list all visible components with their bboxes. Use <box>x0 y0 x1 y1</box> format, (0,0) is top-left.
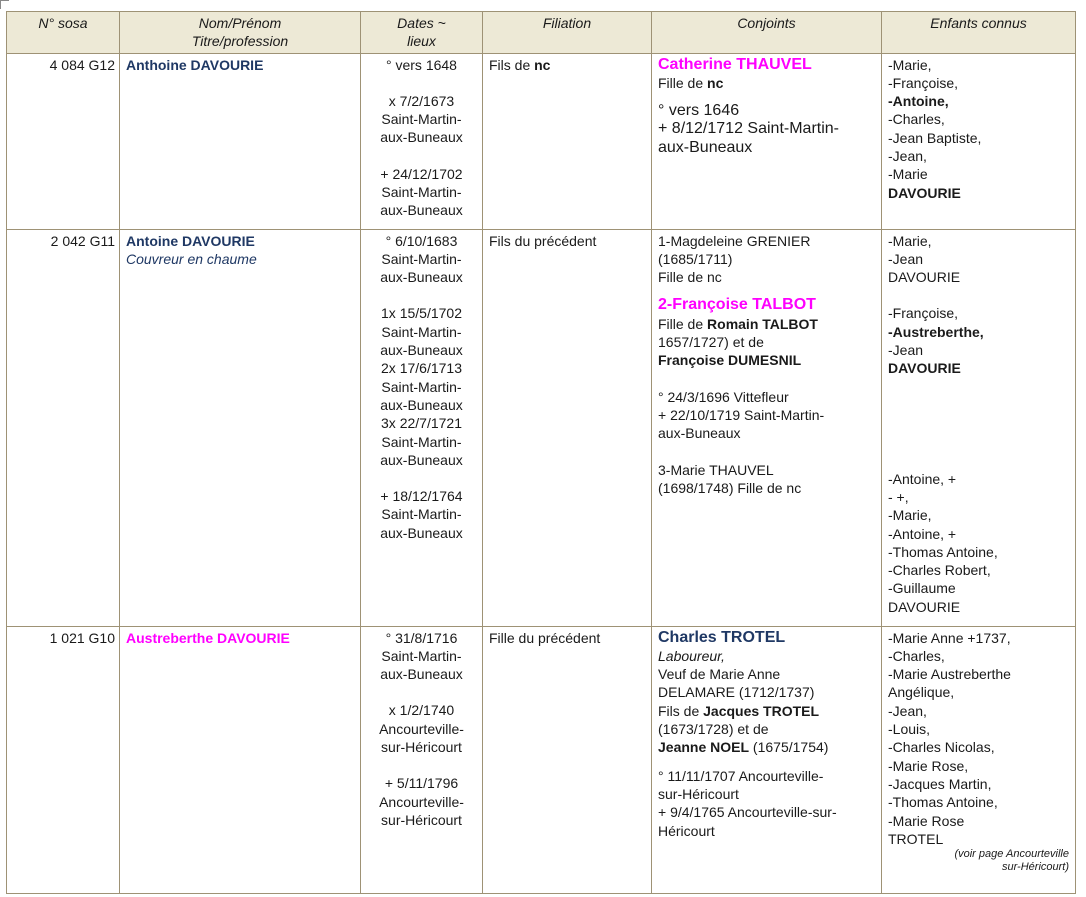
table-row <box>7 626 1076 893</box>
enfants-cell: -Marie, -Françoise, -Antoine, -Charles, -Jean Baptiste, -Jean, -Marie DAVOURIE <box>882 53 1076 229</box>
dates-cell: ° 31/8/1716 Saint-Martin- aux-Buneaux x 1/2/1740 Ancourteville- sur-Héricourt + 5/11/1796 Ancourteville- sur-Héricourt <box>361 626 483 893</box>
enfants-cell: -Marie Anne +1737, -Charles, -Marie Austreberthe Angélique, -Jean, -Louis, -Charles Nicolas, -Marie Rose, -Jacques Martin, -Thomas Antoine, -Marie Rose TROTEL (voir page Ancourteville sur-Héricourt) <box>882 626 1076 893</box>
table-row <box>7 229 1076 626</box>
sosa-cell: 1 021 G10 <box>7 626 120 893</box>
sosa-cell: 4 084 G12 <box>7 53 120 229</box>
header-sosa: N° sosa <box>7 12 120 54</box>
corner-mark <box>0 0 9 9</box>
conjoints-cell: Catherine THAUVEL Fille de nc ° vers 1646 + 8/12/1712 Saint-Martin- aux-Buneaux <box>652 53 882 229</box>
spouse-name: Catherine THAUVEL <box>658 55 812 73</box>
person-profession: Couvreur en chaume <box>126 250 257 267</box>
table-row <box>7 53 1076 229</box>
header-dates: Dates ~ lieux <box>361 12 483 54</box>
dates-cell: ° 6/10/1683 Saint-Martin- aux-Buneaux 1x 15/5/1702 Saint-Martin- aux-Buneaux 2x 17/6/1713 Saint-Martin- aux-Buneaux 3x 22/7/1721 Saint-Martin- aux-Buneaux + 18/12/1764 Saint-Martin- aux-Buneaux <box>361 229 483 626</box>
page-reference-note: (voir page Ancourteville sur-Héricourt) <box>954 848 1069 874</box>
name-cell <box>120 626 361 893</box>
header-filiation: Filiation <box>483 12 652 54</box>
conjoints-cell: Charles TROTEL Laboureur, Veuf de Marie Anne DELAMARE (1712/1737) Fils de Jacques TROTEL (1673/1728) et de Jeanne NOEL (1675/1754) ° 11/11/1707 Ancourteville- sur-Héricourt + 9/4/1765 Ancourteville-sur- Héricourt <box>652 626 882 893</box>
filiation-cell: Fille du précédent <box>483 626 652 893</box>
spouse-name: Charles TROTEL <box>658 628 786 646</box>
dates-cell: ° vers 1648 x 7/2/1673 Saint-Martin- aux-Buneaux + 24/12/1702 Saint-Martin- aux-Buneaux <box>361 53 483 229</box>
person-name: Austreberthe DAVOURIE <box>126 629 290 646</box>
header-conjoints: Conjoints <box>652 12 882 54</box>
header-name: Nom/Prénom Titre/profession <box>120 12 361 54</box>
enfants-cell: -Marie, -Jean DAVOURIE -Françoise, -Austreberthe, -Jean DAVOURIE -Antoine, + - +, -Marie, -Antoine, + -Thomas Antoine, -Charles Robert, -Guillaume DAVOURIE <box>882 229 1076 626</box>
header-enfants: Enfants connus <box>882 12 1076 54</box>
person-name: Anthoine DAVOURIE <box>126 56 264 73</box>
genealogy-table <box>6 11 1076 894</box>
spouse-name: 2-Françoise TALBOT <box>658 296 816 314</box>
sosa-cell: 2 042 G11 <box>7 229 120 626</box>
filiation-cell: Fils de nc <box>483 53 652 229</box>
header-row <box>7 12 1076 54</box>
person-name: Antoine DAVOURIE <box>126 232 255 249</box>
conjoints-cell: 1-Magdeleine GRENIER (1685/1711) Fille de nc 2-Françoise TALBOT Fille de Romain TALBOT 1657/1727) et de Françoise DUMESNIL ° 24/3/1696 Vittefleur + 22/10/1719 Saint-Martin- aux-Buneaux 3-Marie THAUVEL (1698/1748) Fille de nc <box>652 229 882 626</box>
name-cell <box>120 229 361 626</box>
name-cell <box>120 53 361 229</box>
filiation-cell: Fils du précédent <box>483 229 652 626</box>
